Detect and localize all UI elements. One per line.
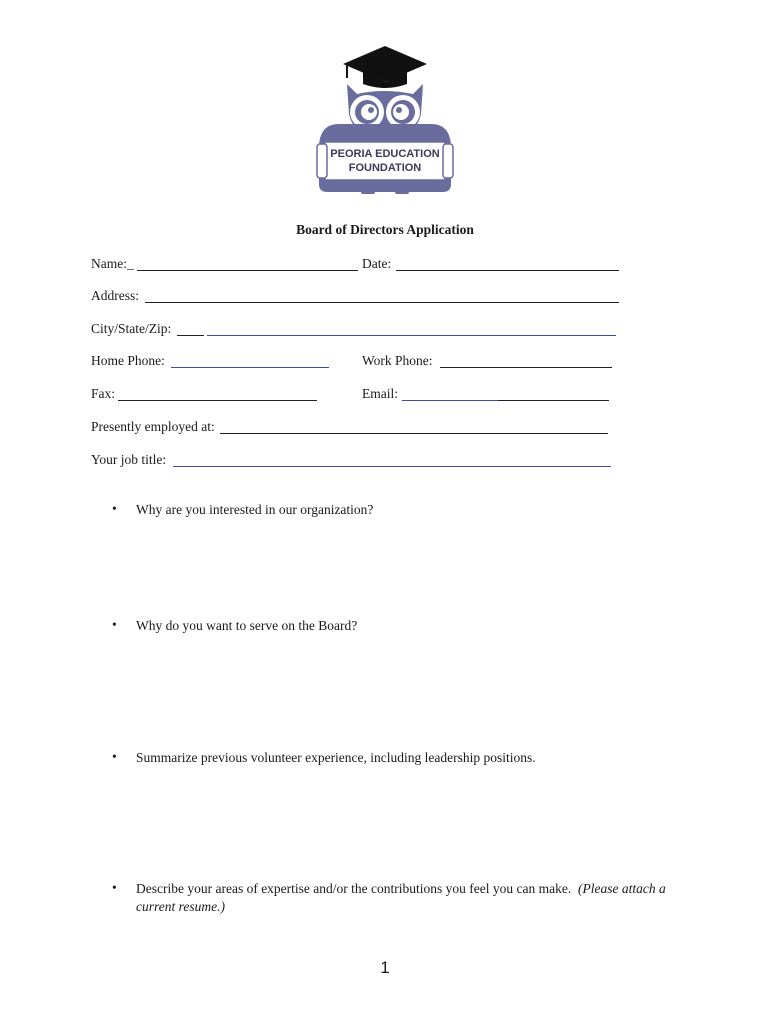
date-label: Date:: [362, 256, 392, 271]
city-state-zip-field-start[interactable]: [177, 335, 204, 336]
date-field[interactable]: [396, 270, 619, 271]
question-4-text: Describe your areas of expertise and/or the contributions you feel you can make.: [136, 881, 572, 896]
question-1: Why are you interested in our organization?: [136, 502, 374, 517]
home-phone-field[interactable]: [171, 367, 329, 368]
question-4: [136, 880, 696, 916]
logo-text-line2: FOUNDATION: [348, 162, 422, 174]
employer-field[interactable]: [220, 433, 608, 434]
city-state-zip-label: City/State/Zip:: [91, 321, 172, 336]
graduation-cap-icon: [343, 46, 427, 82]
question-1-bullet: •: [112, 501, 117, 516]
answer-4-area[interactable]: [136, 918, 636, 948]
employer-label: Presently employed at:: [91, 419, 215, 434]
email-field-start[interactable]: [402, 400, 498, 401]
question-2-bullet: •: [112, 617, 117, 632]
address-field[interactable]: [145, 302, 619, 303]
work-phone-label: Work Phone:: [362, 353, 433, 368]
email-field[interactable]: [498, 400, 609, 401]
question-4-bullet: •: [112, 880, 117, 895]
logo-text-line1: PEORIA EDUCATION: [330, 148, 440, 160]
question-4-note: (Please attach a current resume.): [136, 881, 666, 914]
form-title: Board of Directors Application: [296, 222, 474, 237]
answer-2-area[interactable]: [136, 638, 636, 746]
home-phone-label: Home Phone:: [91, 353, 165, 368]
job-title-field[interactable]: [173, 466, 611, 467]
answer-3-area[interactable]: [136, 770, 636, 874]
question-2: Why do you want to serve on the Board?: [136, 618, 358, 633]
address-label: Address:: [91, 288, 139, 303]
fax-label: Fax:: [91, 386, 116, 401]
answer-1-area[interactable]: [136, 522, 636, 614]
email-label: Email:: [362, 386, 398, 401]
question-3: Summarize previous volunteer experience, including leadership positions.: [136, 750, 536, 765]
work-phone-field[interactable]: [440, 367, 612, 368]
name-field[interactable]: [137, 270, 358, 271]
job-title-label: Your job title:: [91, 452, 167, 467]
peoria-education-foundation-logo: [305, 44, 465, 196]
name-label: Name:_: [91, 256, 134, 271]
city-state-zip-field[interactable]: [207, 335, 616, 336]
page-number: 1: [380, 958, 390, 977]
fax-field[interactable]: [118, 400, 317, 401]
question-3-bullet: •: [112, 749, 117, 764]
